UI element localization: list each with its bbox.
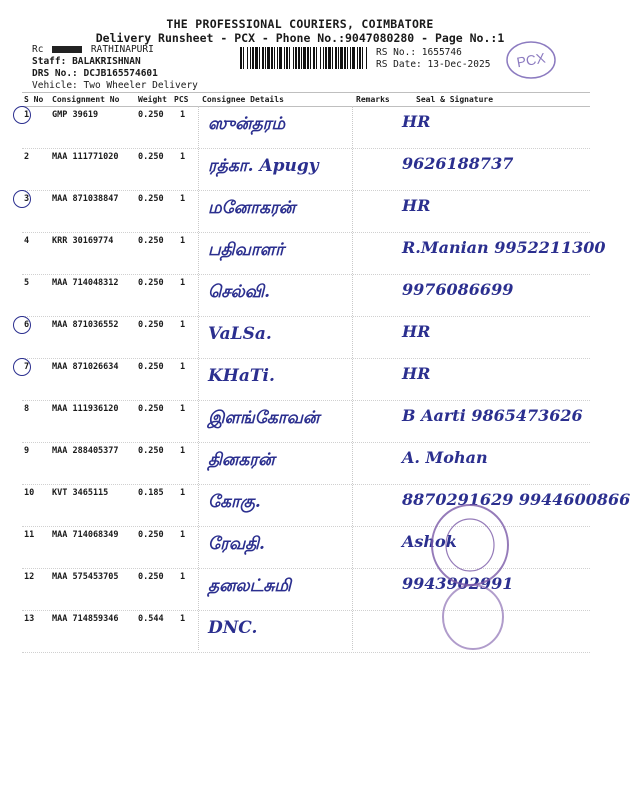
- table-row: [22, 148, 590, 190]
- table-row: [22, 232, 606, 274]
- row-sno: 7: [24, 362, 30, 372]
- col-pcs-header: PCS: [174, 95, 189, 104]
- company-seal-stamp: [425, 495, 515, 655]
- row-sno: 4: [24, 236, 30, 246]
- table-row: [22, 316, 590, 358]
- row-signature-handwriting: 9943902991: [402, 574, 514, 593]
- row-weight: 0.250: [138, 572, 164, 582]
- row-weight: 0.250: [138, 530, 164, 540]
- route-label: Rc: [32, 44, 44, 55]
- row-consignee-handwriting: DNC.: [208, 618, 258, 638]
- row-sno: 3: [24, 194, 30, 204]
- row-pcs: 1: [180, 152, 186, 162]
- row-pcs: 1: [180, 194, 186, 204]
- row-pcs: 1: [180, 530, 186, 540]
- rs-no-line: [376, 47, 462, 58]
- row-pcs: 1: [180, 110, 186, 120]
- row-signature-handwriting: HR: [402, 196, 431, 215]
- rs-date-value: 13-Dec-2025: [427, 59, 491, 70]
- table-row: [22, 400, 590, 442]
- row-weight: 0.544: [138, 614, 164, 624]
- vehicle-value: Two Wheeler Delivery: [83, 80, 198, 91]
- rs-date-label: RS Date:: [376, 59, 422, 70]
- rs-no-value: 1655746: [421, 47, 462, 58]
- table-row: [22, 274, 590, 316]
- row-sno: 8: [24, 404, 30, 414]
- row-consignee-handwriting: KHaTi.: [208, 366, 275, 386]
- drs-value: DCJB165574601: [83, 68, 158, 79]
- col-consignment-header: Consignment No: [52, 95, 120, 104]
- row-sno: 6: [24, 320, 30, 330]
- row-weight: 0.250: [138, 362, 164, 372]
- row-weight: 0.250: [138, 110, 164, 120]
- table-row: [22, 442, 590, 484]
- row-sno: 1: [24, 110, 30, 120]
- row-consignment-no: MAA 871026634: [52, 362, 119, 372]
- row-signature-handwriting: Ashok: [402, 532, 457, 551]
- staff-label: Staff:: [32, 56, 67, 67]
- row-consignee-handwriting: கோகு.: [208, 492, 261, 512]
- row-signature-handwriting: A. Mohan: [402, 448, 488, 467]
- row-sno: 5: [24, 278, 30, 288]
- row-signature-handwriting: 8870291629 9944600866: [402, 490, 630, 509]
- row-weight: 0.250: [138, 446, 164, 456]
- row-consignment-no: KRR 30169774: [52, 236, 114, 246]
- row-consignment-no: MAA 111771020: [52, 152, 119, 162]
- row-signature-handwriting: 9626188737: [402, 154, 514, 173]
- row-consignee-handwriting: தனலட்சுமி: [208, 576, 292, 596]
- row-sno: 10: [24, 488, 35, 498]
- row-weight: 0.250: [138, 194, 164, 204]
- col-consignee-header: Consignee Details: [202, 95, 284, 104]
- row-pcs: 1: [180, 278, 186, 288]
- row-pcs: 1: [180, 236, 186, 246]
- rs-date-line: [376, 59, 490, 70]
- row-consignment-no: MAA 288405377: [52, 446, 119, 456]
- col-sno-header: S No: [24, 95, 44, 104]
- table-top-rule: [22, 92, 590, 93]
- row-pcs: 1: [180, 614, 186, 624]
- pcx-stamp: [505, 39, 557, 81]
- row-pcs: 1: [180, 362, 186, 372]
- row-signature-handwriting: HR: [402, 112, 431, 131]
- row-weight: 0.250: [138, 236, 164, 246]
- row-weight: 0.185: [138, 488, 164, 498]
- row-pcs: 1: [180, 320, 186, 330]
- row-consignee-handwriting: ஸுன்தரம்: [208, 114, 286, 134]
- staff-value: BALAKRISHNAN: [72, 56, 141, 67]
- row-consignee-handwriting: VaLSa.: [208, 324, 272, 344]
- route-line: [32, 44, 154, 55]
- row-consignment-no: MAA 111936120: [52, 404, 119, 414]
- table-row: [22, 190, 590, 232]
- col-remarks-header: Remarks: [356, 95, 390, 104]
- row-consignee-handwriting: பதிவாளர்: [208, 240, 284, 260]
- row-signature-handwriting: HR: [402, 322, 431, 341]
- row-sno: 12: [24, 572, 35, 582]
- col-weight-header: Weight: [138, 95, 167, 104]
- row-pcs: 1: [180, 572, 186, 582]
- row-sno: 2: [24, 152, 30, 162]
- drs-line: [32, 68, 158, 79]
- row-sno: 9: [24, 446, 30, 456]
- document-title: THE PROFESSIONAL COURIERS, COIMBATORE: [166, 17, 434, 31]
- redaction-bar: [52, 46, 82, 53]
- row-consignment-no: GMP 39619: [52, 110, 99, 120]
- route-value: RATHINAPURI: [90, 44, 154, 55]
- row-consignee-handwriting: இளங்கோவன்: [208, 408, 320, 428]
- row-consignment-no: MAA 714068349: [52, 530, 119, 540]
- document-subtitle: Delivery Runsheet - PCX - Phone No.:9047080280 - Page No.:1: [95, 31, 505, 45]
- row-sno: 11: [24, 530, 35, 540]
- staff-line: [32, 56, 141, 67]
- row-consignee-handwriting: மனோகரன்: [208, 198, 296, 218]
- row-consignee-handwriting: தினகரன்: [208, 450, 275, 470]
- row-weight: 0.250: [138, 152, 164, 162]
- row-consignment-no: KVT 3465115: [52, 488, 109, 498]
- row-consignment-no: MAA 871038847: [52, 194, 119, 204]
- row-signature-handwriting: B Aarti 9865473626: [402, 406, 583, 425]
- row-consignment-no: MAA 871036552: [52, 320, 119, 330]
- drs-label: DRS No.:: [32, 68, 78, 79]
- table-row: [22, 358, 590, 400]
- row-consignment-no: MAA 714048312: [52, 278, 119, 288]
- vehicle-line: [32, 80, 198, 91]
- row-consignee-handwriting: ரேவதி.: [208, 534, 265, 554]
- row-consignment-no: MAA 575453705: [52, 572, 119, 582]
- row-pcs: 1: [180, 404, 186, 414]
- row-pcs: 1: [180, 446, 186, 456]
- row-weight: 0.250: [138, 320, 164, 330]
- rs-no-label: RS No.:: [376, 47, 417, 58]
- row-consignee-handwriting: செல்வி.: [208, 282, 271, 302]
- vehicle-label: Vehicle:: [32, 80, 78, 91]
- col-seal-header: Seal & Signature: [416, 95, 494, 104]
- row-consignee-handwriting: ரத்கா. Apugy: [208, 156, 319, 176]
- row-signature-handwriting: 9976086699: [402, 280, 514, 299]
- row-weight: 0.250: [138, 278, 164, 288]
- row-consignment-no: MAA 714859346: [52, 614, 119, 624]
- row-signature-handwriting: HR: [402, 364, 431, 383]
- row-pcs: 1: [180, 488, 186, 498]
- row-sno: 13: [24, 614, 35, 624]
- row-weight: 0.250: [138, 404, 164, 414]
- barcode: [240, 47, 370, 69]
- table-row: [22, 106, 590, 148]
- pcx-stamp-text: PCX: [515, 49, 547, 71]
- row-signature-handwriting: R.Manian 9952211300: [402, 238, 606, 257]
